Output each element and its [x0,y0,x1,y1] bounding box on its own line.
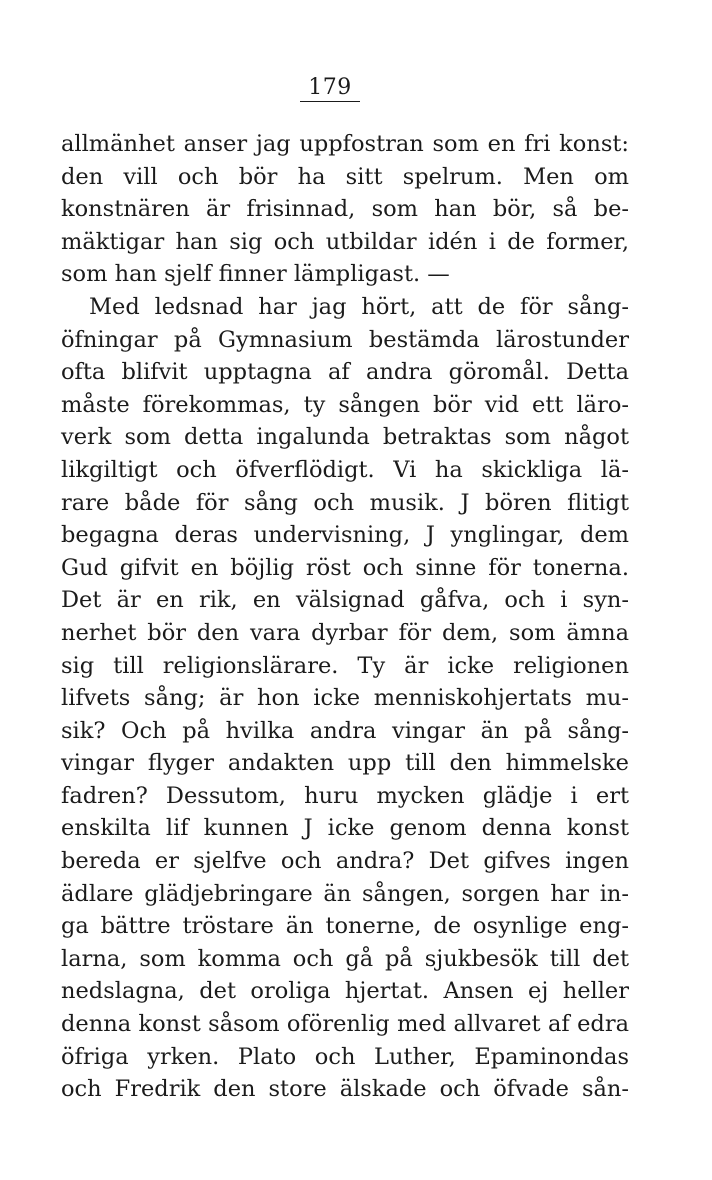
body-text [61,128,629,1106]
text-line: ofta blifvit upptagna af andra göromål. Detta [61,359,629,386]
text-line: mäktigar han sig och utbildar idén i de former, [61,228,629,255]
text-line: verk som detta ingalunda betraktas som något [61,424,629,451]
text-line: enskilta lif kunnen J icke genom denna konst [61,815,629,842]
text-line: öfningar på Gymnasium bestämda lärostunder [61,326,629,353]
text-line: lifvets sång; är hon icke menniskohjertats mu- [61,685,629,712]
text-line: Det är en rik, en välsignad gåfva, och i syn- [61,587,629,614]
text-line: sig till religionslärare. Ty är icke religionen [61,652,629,679]
text-line: ädlare glädjebringare än sången, sorgen har in- [61,880,629,907]
text-line: ga bättre tröstare än tonerne, de osynlige eng- [61,913,629,940]
text-line: fadren? Dessutom, huru mycken glädje i ert [61,782,629,809]
page-number: 179 [300,76,360,102]
text-line: rare både för sång och musik. J bören flitigt [61,489,629,516]
text-line: nerhet bör den vara dyrbar för dem, som ämna [61,619,629,646]
text-line: larna, som komma och gå på sjukbesök till det [61,945,629,972]
text-line: Gud gifvit en böjlig röst och sinne för tonerna. [61,554,629,581]
text-line: begagna deras undervisning, J ynglingar, dem [61,522,629,549]
text-line: den vill och bör ha sitt spelrum. Men om [61,163,629,190]
text-line: måste förekommas, ty sången bör vid ett läro- [61,391,629,418]
text-line: denna konst såsom oförenlig med allvaret af edra [61,1011,629,1038]
text-line: sik? Och på hvilka andra vingar än på sång- [61,717,629,744]
text-line: som han sjelf finner lämpligast. — [61,261,450,288]
text-line: öfriga yrken. Plato och Luther, Epaminondas [61,1043,629,1070]
text-line: likgiltigt och öfverflödigt. Vi ha skickliga lä- [61,456,629,483]
text-line: Med ledsnad har jag hört, att de för sång- [89,293,629,320]
text-line: bereda er sjelfve och andra? Det gifves ingen [61,848,629,875]
text-line: nedslagna, det oroliga hjertat. Ansen ej heller [61,978,629,1005]
text-line: vingar flyger andakten upp till den himmelske [61,750,629,777]
text-line: och Fredrik den store älskade och öfvade sån- [61,1076,629,1103]
text-line: konstnären är frisinnad, som han bör, så be- [61,196,629,223]
text-line: allmänhet anser jag uppfostran som en fri konst: [61,131,629,157]
